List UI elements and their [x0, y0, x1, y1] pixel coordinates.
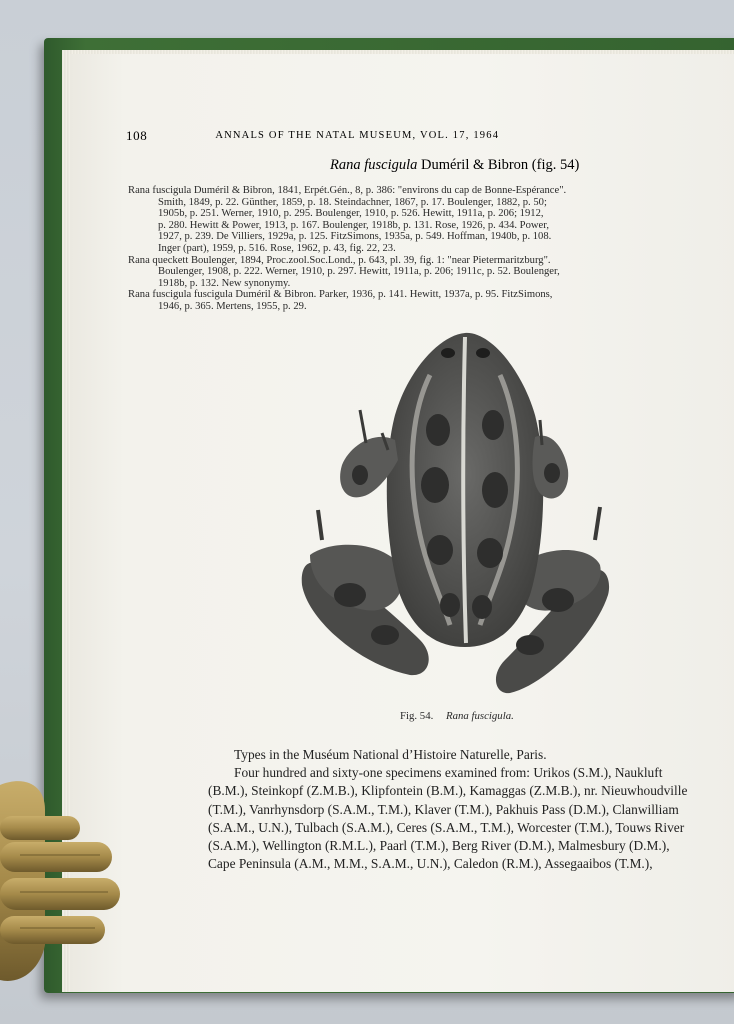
journal-title: ANNALS OF THE NATAL MUSEUM, VOL. 17, 1964: [215, 130, 500, 141]
body-text: [208, 746, 718, 873]
synonymy-line: 1918b, p. 132. New synonymy.: [158, 277, 291, 289]
synonymy-line: Rana queckett Boulenger, 1894, Proc.zool.Soc.Lond., p. 643, pl. 39, fig. 1: "near Pietermaritzburg".: [128, 254, 551, 266]
species-name: Rana fuscigula: [330, 157, 418, 173]
body-line: Types in the Muséum National d’Histoire Naturelle, Paris.: [234, 747, 547, 762]
synonymy-line: 1946, p. 365. Mertens, 1955, p. 29.: [158, 300, 307, 312]
synonymy-line: 1905b, p. 251. Werner, 1910, p. 295. Boulenger, 1910, p. 526. Hewitt, 1911a, p. 206; 1912,: [158, 208, 544, 220]
body-line: (S.A.M., U.N.), Tulbach (S.A.M.), Ceres (S.A.M., T.M.), Worcester (T.M.), Touws River: [208, 819, 685, 835]
page-number: 108: [126, 128, 148, 143]
synonymy-line: Smith, 1849, p. 22. Günther, 1859, p. 18. Steindachner, 1867, p. 17. Boulenger, 1882, p. 50;: [158, 196, 547, 208]
synonymy-line: Inger (part), 1959, p. 516. Rose, 1962, p. 43, fig. 22, 23.: [158, 242, 396, 254]
running-head: [126, 128, 596, 144]
synonymy-line: p. 280. Hewitt & Power, 1913, p. 167. Boulenger, 1918b, p. 131. Rose, 1926, p. 434. Power,: [158, 219, 549, 231]
caption-name: Rana fuscigula.: [446, 710, 514, 722]
species-heading: [195, 157, 655, 174]
body-line: (T.M.), Vanrhynsdorp (S.A.M., T.M.), Klaver (T.M.), Pakhuis Pass (D.M.), Clanwilliam: [208, 801, 679, 817]
species-authority: Duméril & Bibron (fig. 54): [421, 157, 580, 173]
brass-hand-bookend: [0, 770, 130, 990]
synonymy-line: Boulenger, 1908, p. 222. Werner, 1910, p. 297. Hewitt, 1911a, p. 206; 1911c, p. 52. Boulenger,: [158, 266, 560, 278]
body-line: Cape Peninsula (A.M., M.M., S.A.M., U.N.), Caledon (R.M.), Assegaaibos (T.M.),: [208, 856, 653, 872]
synonymy-line: Rana fuscigula Duméril & Bibron, 1841, Erpét.Gén., 8, p. 386: "environs du cap de Bonne-Espérance".: [128, 185, 567, 196]
body-line: (S.A.M.), Wellington (R.M.L.), Paarl (T.M.), Berg River (D.M.), Malmesbury (D.M.),: [208, 838, 670, 854]
synonymy-line: 1927, p. 239. De Villiers, 1929a, p. 125. FitzSimons, 1935a, p. 549. Hoffman, 1940b, p. 108.: [158, 231, 552, 243]
frog-photograph: [290, 325, 620, 700]
synonymy-line: Rana fuscigula fuscigula Duméril & Bibron. Parker, 1936, p. 141. Hewitt, 1937a, p. 95. FitzSimons,: [128, 289, 553, 301]
body-line: Four hundred and sixty-one specimens examined from: Urikos (S.M.), Naukluft: [234, 765, 663, 781]
figure-caption: [400, 710, 600, 722]
caption-label: Fig. 54.: [400, 710, 434, 722]
body-line: (B.M.), Steinkopf (Z.M.B.), Klipfontein (B.M.), Kamaggas (Z.M.B.), nr. Nieuwhoudville: [208, 783, 688, 799]
synonymy-list: [128, 185, 698, 313]
